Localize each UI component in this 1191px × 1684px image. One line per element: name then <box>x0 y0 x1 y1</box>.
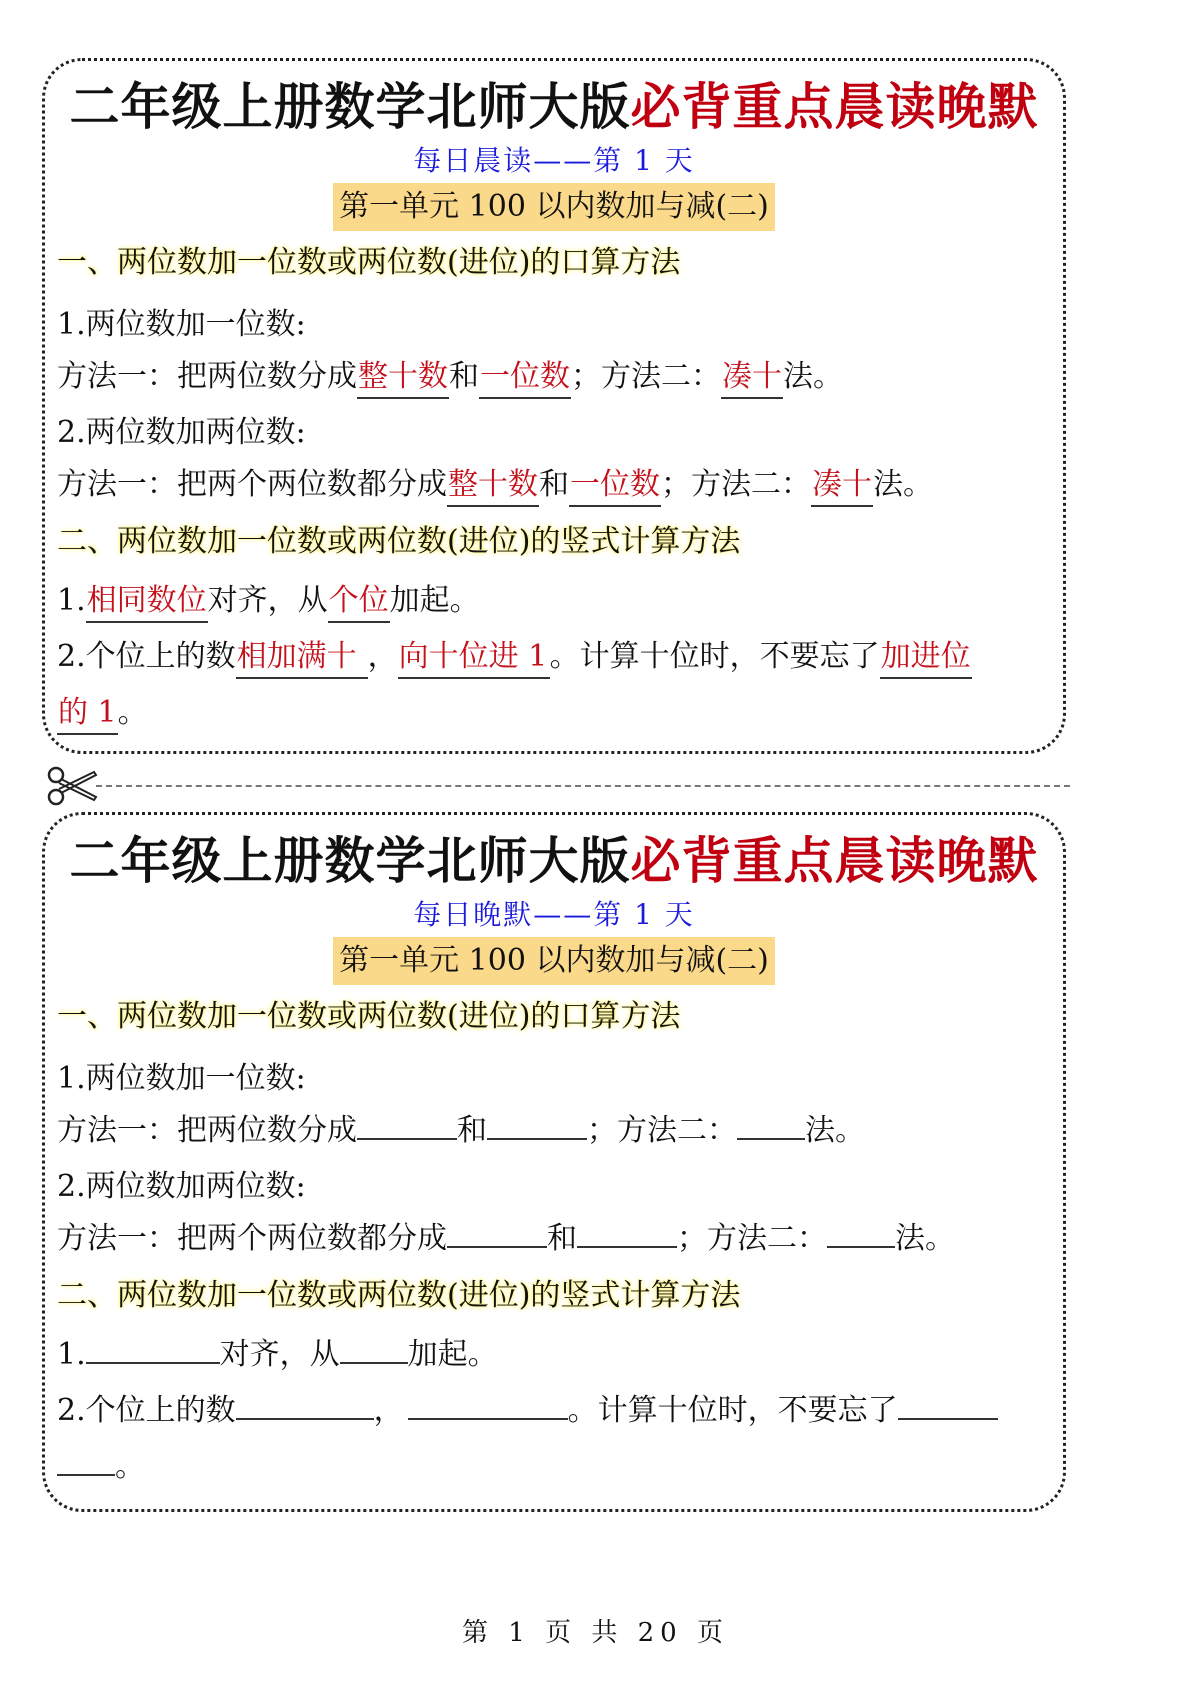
section-heading-1: 一、两位数加一位数或两位数(进位)的口算方法 <box>57 999 681 1034</box>
line-7 <box>57 687 1063 735</box>
line-2 <box>57 1105 1063 1149</box>
answer: 整十数 <box>447 465 539 507</box>
fill-blank[interactable] <box>57 1444 115 1476</box>
card-title <box>45 67 1063 139</box>
answer: 一位数 <box>569 465 661 507</box>
fill-blank[interactable] <box>357 1108 457 1140</box>
unit-banner: 第一单元 100 以内数加与减(二) <box>333 937 775 985</box>
answer: 相同数位 <box>86 581 208 623</box>
text: 法。 <box>873 467 933 502</box>
text: 1. <box>57 1337 86 1372</box>
line-7 <box>57 1441 1063 1485</box>
line-4 <box>57 1213 1063 1257</box>
answer: 相加满十 <box>236 637 368 679</box>
text: 方法一：把两位数分成 <box>57 359 357 394</box>
line-1: 1.两位数加一位数: <box>57 1061 306 1096</box>
section-heading-2: 二、两位数加一位数或两位数(进位)的竖式计算方法 <box>57 1278 741 1313</box>
text: 。计算十位时，不要忘了 <box>567 1393 898 1428</box>
unit-banner-row <box>45 937 1063 985</box>
unit-banner-row <box>45 183 1063 231</box>
line-3: 2.两位数加两位数: <box>57 415 306 450</box>
section-heading-2: 二、两位数加一位数或两位数(进位)的竖式计算方法 <box>57 524 741 559</box>
text: 和 <box>547 1221 577 1256</box>
answer: 凑十 <box>721 357 783 399</box>
text: 方法一：把两位数分成 <box>57 1113 357 1148</box>
fill-blank[interactable] <box>86 1332 220 1364</box>
text: 。 <box>117 695 148 730</box>
fill-blank[interactable] <box>408 1388 568 1420</box>
line-4 <box>57 459 1063 507</box>
line-6 <box>57 631 1063 679</box>
text: 和 <box>449 359 479 394</box>
text: 和 <box>457 1113 487 1148</box>
text: 2.个位上的数 <box>57 639 236 674</box>
text: 方法一：把两个两位数都分成 <box>57 1221 447 1256</box>
answer: 个位 <box>328 581 390 623</box>
text: 对齐，从 <box>207 583 328 618</box>
answer: 整十数 <box>357 357 449 399</box>
text: 法。 <box>805 1113 865 1148</box>
section-heading-1: 一、两位数加一位数或两位数(进位)的口算方法 <box>57 245 681 280</box>
cut-line <box>46 766 1070 806</box>
fill-blank[interactable] <box>577 1216 677 1248</box>
fill-blank[interactable] <box>236 1388 374 1420</box>
line-5 <box>57 1329 1063 1373</box>
text: 1. <box>57 583 86 618</box>
answer: 加进位 <box>880 637 972 679</box>
title-black: 二年级上册数学北师大版 <box>69 77 631 136</box>
fill-blank[interactable] <box>340 1332 408 1364</box>
fill-blank[interactable] <box>447 1216 547 1248</box>
subtitle: 每日晨读——第 1 天 <box>413 144 695 177</box>
line-5 <box>57 575 1063 623</box>
card-title <box>45 821 1063 893</box>
answer: 凑十 <box>811 465 873 507</box>
text: 方法一：把两个两位数都分成 <box>57 467 447 502</box>
scissors-icon <box>46 766 102 806</box>
answer: 向十位进 1 <box>398 637 550 679</box>
fill-blank[interactable] <box>898 1388 998 1420</box>
text: 对齐，从 <box>219 1337 340 1372</box>
unit-banner: 第一单元 100 以内数加与减(二) <box>333 183 775 231</box>
fill-blank[interactable] <box>827 1216 895 1248</box>
page-footer: 第 1 页 共 20 页 <box>462 1618 729 1648</box>
text: 。 <box>115 1449 145 1484</box>
text: ；方法二： <box>677 1221 827 1256</box>
text: 加起。 <box>407 1337 498 1372</box>
text: 2.个位上的数 <box>57 1393 236 1428</box>
text: ；方法二： <box>587 1113 737 1148</box>
morning-reading-card <box>42 58 1066 754</box>
evening-recall-card <box>42 812 1066 1512</box>
answer: 的 1 <box>57 693 118 735</box>
fill-blank[interactable] <box>487 1108 587 1140</box>
text: 加起。 <box>389 583 480 618</box>
text: 法。 <box>783 359 843 394</box>
line-3: 2.两位数加两位数: <box>57 1169 306 1204</box>
text: 和 <box>539 467 569 502</box>
text: ， <box>373 1393 404 1428</box>
text: 法。 <box>895 1221 955 1256</box>
fill-blank[interactable] <box>737 1108 805 1140</box>
text: 。计算十位时，不要忘了 <box>549 639 880 674</box>
text: ， <box>367 639 398 674</box>
text: ；方法二： <box>571 359 721 394</box>
text: ；方法二： <box>661 467 811 502</box>
line-1: 1.两位数加一位数: <box>57 307 306 342</box>
title-black: 二年级上册数学北师大版 <box>69 831 631 890</box>
line-6 <box>57 1385 1063 1429</box>
line-2 <box>57 351 1063 399</box>
subtitle: 每日晚默——第 1 天 <box>413 898 695 931</box>
title-red: 必背重点晨读晚默 <box>630 77 1039 136</box>
title-red: 必背重点晨读晚默 <box>630 831 1039 890</box>
dashed-line <box>96 785 1070 787</box>
answer: 一位数 <box>479 357 571 399</box>
